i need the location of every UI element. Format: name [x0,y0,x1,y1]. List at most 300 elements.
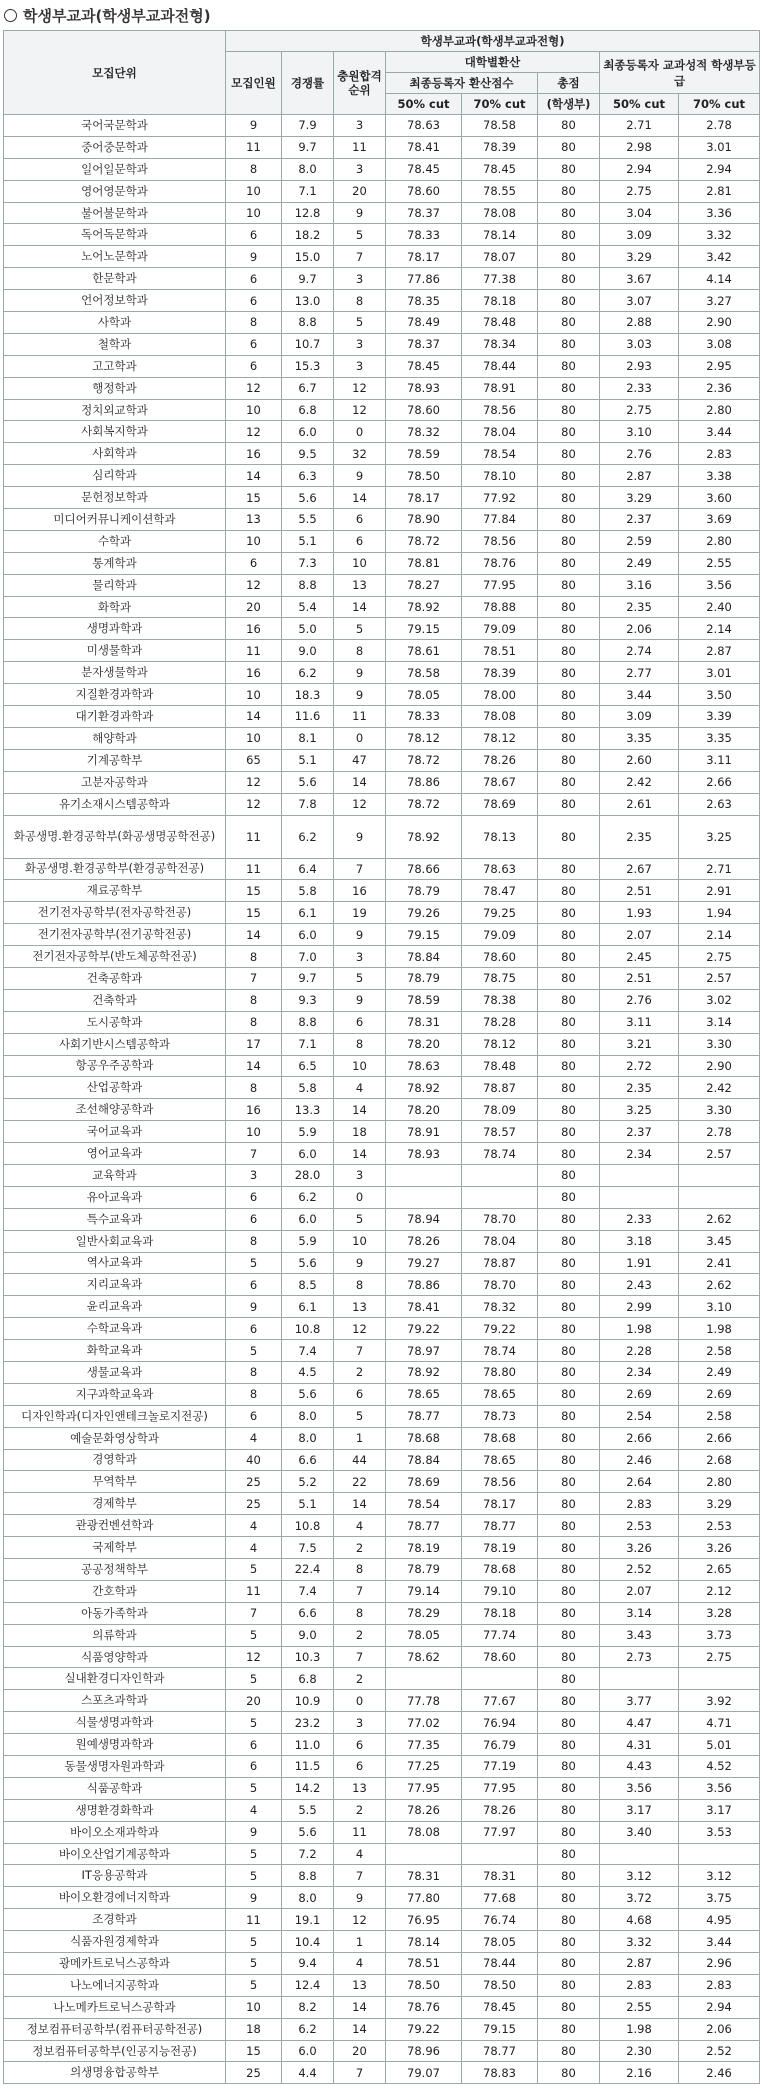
cell-grade-cut70: 3.17 [679,1799,760,1821]
cell-score-cut50: 78.66 [386,858,462,880]
cell-quota: 5 [226,1252,282,1274]
cell-ratio: 15.0 [282,246,334,268]
table-row [4,465,760,487]
cell-ratio: 5.4 [282,596,334,618]
cell-grade-cut50: 2.88 [600,312,679,334]
cell-grade-cut50: 2.93 [600,355,679,377]
cell-score-cut50: 78.33 [386,706,462,728]
cell-reserve: 6 [334,1756,386,1778]
cell-ratio: 6.4 [282,858,334,880]
cell-grade-cut70: 4.95 [679,1909,760,1931]
cell-quota: 10 [226,202,282,224]
cell-dept: 간호학과 [4,1580,226,1602]
cell-score-cut50: 78.37 [386,333,462,355]
table-row [4,290,760,312]
cell-quota: 14 [226,924,282,946]
cell-ratio: 28.0 [282,1164,334,1186]
cell-total: 80 [538,355,600,377]
cell-quota: 10 [226,399,282,421]
cell-ratio: 18.3 [282,684,334,706]
cell-total: 80 [538,574,600,596]
cell-dept: 국어교육과 [4,1121,226,1143]
table-row [4,509,760,531]
cell-grade-cut50: 2.59 [600,530,679,552]
cell-reserve: 5 [334,312,386,334]
cell-dept: 화공생명.환경공학부(환경공학전공) [4,858,226,880]
cell-grade-cut50: 2.55 [600,1996,679,2018]
cell-reserve: 2 [334,1668,386,1690]
cell-quota: 10 [226,180,282,202]
cell-quota: 17 [226,1033,282,1055]
cell-reserve: 22 [334,1471,386,1493]
cell-reserve: 7 [334,1340,386,1362]
cell-ratio: 6.3 [282,465,334,487]
cell-total: 80 [538,1230,600,1252]
cell-ratio: 6.8 [282,399,334,421]
cell-reserve: 9 [334,815,386,858]
cell-quota: 20 [226,1690,282,1712]
cell-dept: 예술문화영상학과 [4,1427,226,1449]
cell-score-cut70: 76.74 [462,1909,538,1931]
cell-score-cut70: 78.68 [462,1559,538,1581]
cell-ratio: 7.5 [282,1537,334,1559]
cell-ratio: 11.6 [282,706,334,728]
cell-score-cut50 [386,1186,462,1208]
cell-quota: 8 [226,1361,282,1383]
cell-score-cut50: 78.17 [386,246,462,268]
cell-score-cut50: 77.80 [386,1887,462,1909]
cell-ratio: 10.3 [282,1646,334,1668]
table-row [4,180,760,202]
cell-ratio: 9.7 [282,967,334,989]
cell-total: 80 [538,1624,600,1646]
cell-ratio: 5.0 [282,618,334,640]
cell-score-cut70: 78.74 [462,1143,538,1165]
table-row [4,1208,760,1230]
cell-ratio: 6.6 [282,1449,334,1471]
cell-reserve: 19 [334,902,386,924]
cell-score-cut50: 79.22 [386,2018,462,2040]
cell-reserve: 12 [334,377,386,399]
cell-score-cut70: 78.77 [462,1515,538,1537]
table-row [4,1011,760,1033]
cell-ratio: 7.9 [282,115,334,137]
cell-grade-cut70: 2.42 [679,1077,760,1099]
cell-grade-cut50: 3.40 [600,1821,679,1843]
cell-reserve: 10 [334,1230,386,1252]
cell-score-cut70: 78.70 [462,1208,538,1230]
cell-reserve: 7 [334,858,386,880]
cell-ratio: 5.6 [282,771,334,793]
cell-grade-cut50: 2.33 [600,1208,679,1230]
table-row [4,749,760,771]
cell-total: 80 [538,1712,600,1734]
cell-grade-cut70: 3.92 [679,1690,760,1712]
table-row [4,355,760,377]
cell-grade-cut50: 3.21 [600,1033,679,1055]
cell-score-cut50: 78.92 [386,596,462,618]
cell-total: 80 [538,1011,600,1033]
cell-dept: 심리학과 [4,465,226,487]
table-row [4,1559,760,1581]
cell-quota: 4 [226,1515,282,1537]
cell-score-cut70: 78.56 [462,530,538,552]
cell-grade-cut70: 2.06 [679,2018,760,2040]
cell-quota: 8 [226,312,282,334]
cell-quota: 7 [226,1143,282,1165]
table-row [4,1099,760,1121]
cell-grade-cut70: 2.62 [679,1274,760,1296]
cell-ratio: 6.0 [282,2040,334,2062]
cell-grade-cut50: 2.28 [600,1340,679,1362]
cell-score-cut70: 79.22 [462,1318,538,1340]
cell-ratio: 6.2 [282,662,334,684]
cell-score-cut70: 77.95 [462,1777,538,1799]
cell-score-cut50: 78.54 [386,1493,462,1515]
cell-score-cut70: 78.38 [462,989,538,1011]
cell-ratio: 7.0 [282,946,334,968]
cell-score-cut50: 78.60 [386,180,462,202]
cell-ratio: 10.9 [282,1690,334,1712]
cell-quota: 12 [226,574,282,596]
cell-quota: 7 [226,967,282,989]
cell-reserve: 14 [334,1996,386,2018]
cell-total: 80 [538,1865,600,1887]
cell-score-cut70 [462,1668,538,1690]
cell-grade-cut70: 2.65 [679,1559,760,1581]
cell-grade-cut50: 1.91 [600,1252,679,1274]
cell-score-cut70: 78.05 [462,1931,538,1953]
table-row [4,1033,760,1055]
cell-dept: 역사교육과 [4,1252,226,1274]
cell-grade-cut50: 2.51 [600,880,679,902]
header-quota: 모집인원 [226,52,282,115]
cell-dept: 국어국문학과 [4,115,226,137]
cell-score-cut50: 78.41 [386,1296,462,1318]
cell-reserve: 6 [334,1011,386,1033]
cell-reserve: 0 [334,727,386,749]
cell-ratio: 8.1 [282,727,334,749]
cell-dept: 미디어커뮤니케이션학과 [4,509,226,531]
cell-score-cut70: 79.09 [462,618,538,640]
table-row [4,858,760,880]
cell-score-cut70: 78.18 [462,1602,538,1624]
cell-grade-cut50: 2.53 [600,1515,679,1537]
header-unit: 모집단위 [4,31,226,115]
cell-total: 80 [538,1909,600,1931]
cell-dept: 의류학과 [4,1624,226,1646]
cell-total: 80 [538,487,600,509]
cell-total: 80 [538,1559,600,1581]
cell-total: 80 [538,1602,600,1624]
cell-score-cut50: 78.84 [386,946,462,968]
cell-grade-cut50: 2.46 [600,1449,679,1471]
cell-grade-cut70: 3.01 [679,662,760,684]
cell-reserve: 0 [334,421,386,443]
table-row [4,1121,760,1143]
cell-grade-cut50: 3.04 [600,202,679,224]
cell-grade-cut50: 2.61 [600,793,679,815]
cell-ratio: 6.0 [282,1208,334,1230]
cell-reserve: 12 [334,1318,386,1340]
cell-score-cut50 [386,1843,462,1865]
cell-total: 80 [538,202,600,224]
cell-score-cut50: 78.59 [386,989,462,1011]
cell-quota: 4 [226,1427,282,1449]
cell-quota: 10 [226,1121,282,1143]
cell-score-cut50: 78.62 [386,1646,462,1668]
cell-grade-cut50: 2.37 [600,509,679,531]
table-row [4,1318,760,1340]
cell-ratio: 13.0 [282,290,334,312]
cell-ratio: 5.1 [282,1493,334,1515]
cell-reserve: 44 [334,1449,386,1471]
cell-score-cut50: 78.72 [386,793,462,815]
cell-grade-cut50: 2.77 [600,662,679,684]
cell-quota: 18 [226,2018,282,2040]
cell-quota: 11 [226,640,282,662]
cell-ratio: 5.5 [282,509,334,531]
cell-grade-cut50: 2.07 [600,924,679,946]
cell-grade-cut50: 2.75 [600,180,679,202]
table-row [4,1865,760,1887]
cell-quota: 15 [226,487,282,509]
cell-score-cut50: 78.86 [386,771,462,793]
cell-grade-cut70: 2.87 [679,640,760,662]
cell-dept: 생명과학과 [4,618,226,640]
cell-score-cut70: 78.32 [462,1296,538,1318]
cell-reserve: 14 [334,1493,386,1515]
cell-score-cut70: 78.45 [462,1996,538,2018]
cell-ratio: 6.2 [282,815,334,858]
cell-grade-cut50: 3.10 [600,421,679,443]
cell-grade-cut70: 3.14 [679,1011,760,1033]
cell-grade-cut70: 2.69 [679,1383,760,1405]
cell-reserve: 8 [334,290,386,312]
cell-score-cut70: 78.63 [462,858,538,880]
table-row [4,399,760,421]
cell-quota: 6 [226,1405,282,1427]
cell-grade-cut70: 3.29 [679,1493,760,1515]
cell-grade-cut50: 2.99 [600,1296,679,1318]
cell-grade-cut70: 2.75 [679,1646,760,1668]
cell-ratio: 11.5 [282,1756,334,1778]
table-row [4,1186,760,1208]
table-row [4,1690,760,1712]
table-row [4,1427,760,1449]
cell-score-cut70: 78.17 [462,1493,538,1515]
cell-grade-cut50 [600,1668,679,1690]
cell-ratio: 23.2 [282,1712,334,1734]
cell-grade-cut50: 4.47 [600,1712,679,1734]
cell-score-cut50: 78.37 [386,202,462,224]
cell-grade-cut50: 2.45 [600,946,679,968]
cell-grade-cut70: 2.78 [679,115,760,137]
section-title [0,0,762,30]
table-row [4,377,760,399]
cell-grade-cut70: 3.08 [679,333,760,355]
cell-score-cut50: 78.12 [386,727,462,749]
cell-grade-cut50: 2.83 [600,1493,679,1515]
header-total-sub: (학생부) [538,94,600,115]
cell-score-cut50: 78.93 [386,1143,462,1165]
table-row [4,1777,760,1799]
cell-grade-cut70: 2.80 [679,399,760,421]
cell-reserve: 9 [334,989,386,1011]
cell-ratio: 6.5 [282,1055,334,1077]
cell-quota: 11 [226,815,282,858]
cell-ratio: 5.1 [282,749,334,771]
cell-ratio: 15.3 [282,355,334,377]
cell-quota: 14 [226,706,282,728]
cell-score-cut70: 78.74 [462,1340,538,1362]
table-row [4,1843,760,1865]
cell-grade-cut50: 4.31 [600,1734,679,1756]
cell-dept: 공공정책학부 [4,1559,226,1581]
cell-total: 80 [538,115,600,137]
cell-total: 80 [538,1777,600,1799]
cell-dept: 바이오산업기계공학과 [4,1843,226,1865]
cell-score-cut50: 78.79 [386,880,462,902]
cell-grade-cut70: 3.35 [679,727,760,749]
cell-score-cut70: 77.68 [462,1887,538,1909]
table-row [4,1974,760,1996]
cell-ratio: 7.1 [282,1033,334,1055]
cell-quota: 40 [226,1449,282,1471]
cell-reserve: 0 [334,1690,386,1712]
cell-grade-cut50: 3.67 [600,268,679,290]
cell-dept: 영어영문학과 [4,180,226,202]
cell-score-cut50: 78.65 [386,1383,462,1405]
cell-grade-cut70: 2.12 [679,1580,760,1602]
cell-score-cut70: 78.26 [462,1799,538,1821]
table-row [4,1077,760,1099]
table-row [4,596,760,618]
cell-score-cut50: 78.92 [386,815,462,858]
cell-ratio: 5.8 [282,1077,334,1099]
cell-score-cut50 [386,1668,462,1690]
cell-score-cut70: 78.18 [462,290,538,312]
table-row [4,2040,760,2062]
cell-grade-cut50: 2.74 [600,640,679,662]
cell-grade-cut50: 2.98 [600,136,679,158]
cell-total: 80 [538,465,600,487]
cell-quota: 4 [226,1537,282,1559]
cell-quota: 16 [226,618,282,640]
cell-score-cut70: 78.07 [462,246,538,268]
cell-dept: 전기전자공학부(전기공학전공) [4,924,226,946]
cell-score-cut70: 78.56 [462,399,538,421]
cell-ratio: 5.9 [282,1230,334,1252]
cell-ratio: 4.4 [282,2062,334,2084]
cell-quota: 8 [226,158,282,180]
cell-grade-cut50: 2.42 [600,771,679,793]
cell-score-cut50: 78.63 [386,115,462,137]
cell-grade-cut50: 3.03 [600,333,679,355]
cell-quota: 10 [226,1996,282,2018]
cell-grade-cut70: 3.45 [679,1230,760,1252]
table-row [4,815,760,858]
table-row [4,902,760,924]
cell-grade-cut50: 3.32 [600,1931,679,1953]
cell-score-cut70: 78.60 [462,946,538,968]
cell-score-cut50: 77.35 [386,1734,462,1756]
cell-score-cut70: 78.57 [462,1121,538,1143]
cell-dept: 독어독문학과 [4,224,226,246]
cell-score-cut50: 78.50 [386,1974,462,1996]
table-row [4,1537,760,1559]
cell-quota: 6 [226,268,282,290]
cell-score-cut70: 78.50 [462,1974,538,1996]
cell-dept: 조경학과 [4,1909,226,1931]
cell-total: 80 [538,377,600,399]
cell-quota: 12 [226,771,282,793]
cell-ratio: 5.6 [282,1252,334,1274]
cell-reserve: 20 [334,180,386,202]
cell-total: 80 [538,1099,600,1121]
table-row [4,224,760,246]
cell-score-cut50: 78.05 [386,1624,462,1646]
cell-reserve: 2 [334,1799,386,1821]
cell-reserve: 9 [334,1252,386,1274]
cell-grade-cut70: 3.44 [679,1931,760,1953]
table-row [4,706,760,728]
cell-quota: 5 [226,1712,282,1734]
cell-total: 80 [538,246,600,268]
table-row [4,421,760,443]
cell-ratio: 8.0 [282,1405,334,1427]
cell-reserve: 1 [334,1931,386,1953]
cell-total: 80 [538,618,600,640]
cell-quota: 5 [226,1974,282,1996]
cell-total: 80 [538,640,600,662]
cell-total: 80 [538,727,600,749]
cell-score-cut70: 78.70 [462,1274,538,1296]
cell-total: 80 [538,2062,600,2084]
cell-dept: 해양학과 [4,727,226,749]
cell-score-cut70: 78.48 [462,312,538,334]
cell-reserve: 5 [334,224,386,246]
cell-grade-cut50: 3.18 [600,1230,679,1252]
table-row [4,1953,760,1975]
cell-grade-cut50: 2.52 [600,1559,679,1581]
cell-reserve: 11 [334,136,386,158]
cell-grade-cut50: 2.49 [600,552,679,574]
cell-total: 80 [538,509,600,531]
table-row [4,727,760,749]
table-row [4,1252,760,1274]
cell-score-cut50: 78.17 [386,487,462,509]
cell-score-cut50: 77.86 [386,268,462,290]
cell-quota: 5 [226,1931,282,1953]
cell-total: 80 [538,1471,600,1493]
cell-score-cut50: 79.22 [386,1318,462,1340]
cell-dept: 정치외교학과 [4,399,226,421]
cell-score-cut70: 78.14 [462,224,538,246]
cell-grade-cut50: 2.75 [600,399,679,421]
cell-dept: 지질환경과학과 [4,684,226,706]
cell-dept: 스포츠과학과 [4,1690,226,1712]
cell-reserve: 14 [334,771,386,793]
cell-ratio: 7.4 [282,1580,334,1602]
header-grade-group: 최종등록자 교과성적 학생부등급 [600,52,760,94]
table-row [4,202,760,224]
cell-dept: 지구과학교육과 [4,1383,226,1405]
cell-score-cut70: 77.19 [462,1756,538,1778]
cell-dept: 광메카트로닉스공학과 [4,1953,226,1975]
cell-ratio: 6.0 [282,924,334,946]
cell-grade-cut50: 3.26 [600,1537,679,1559]
